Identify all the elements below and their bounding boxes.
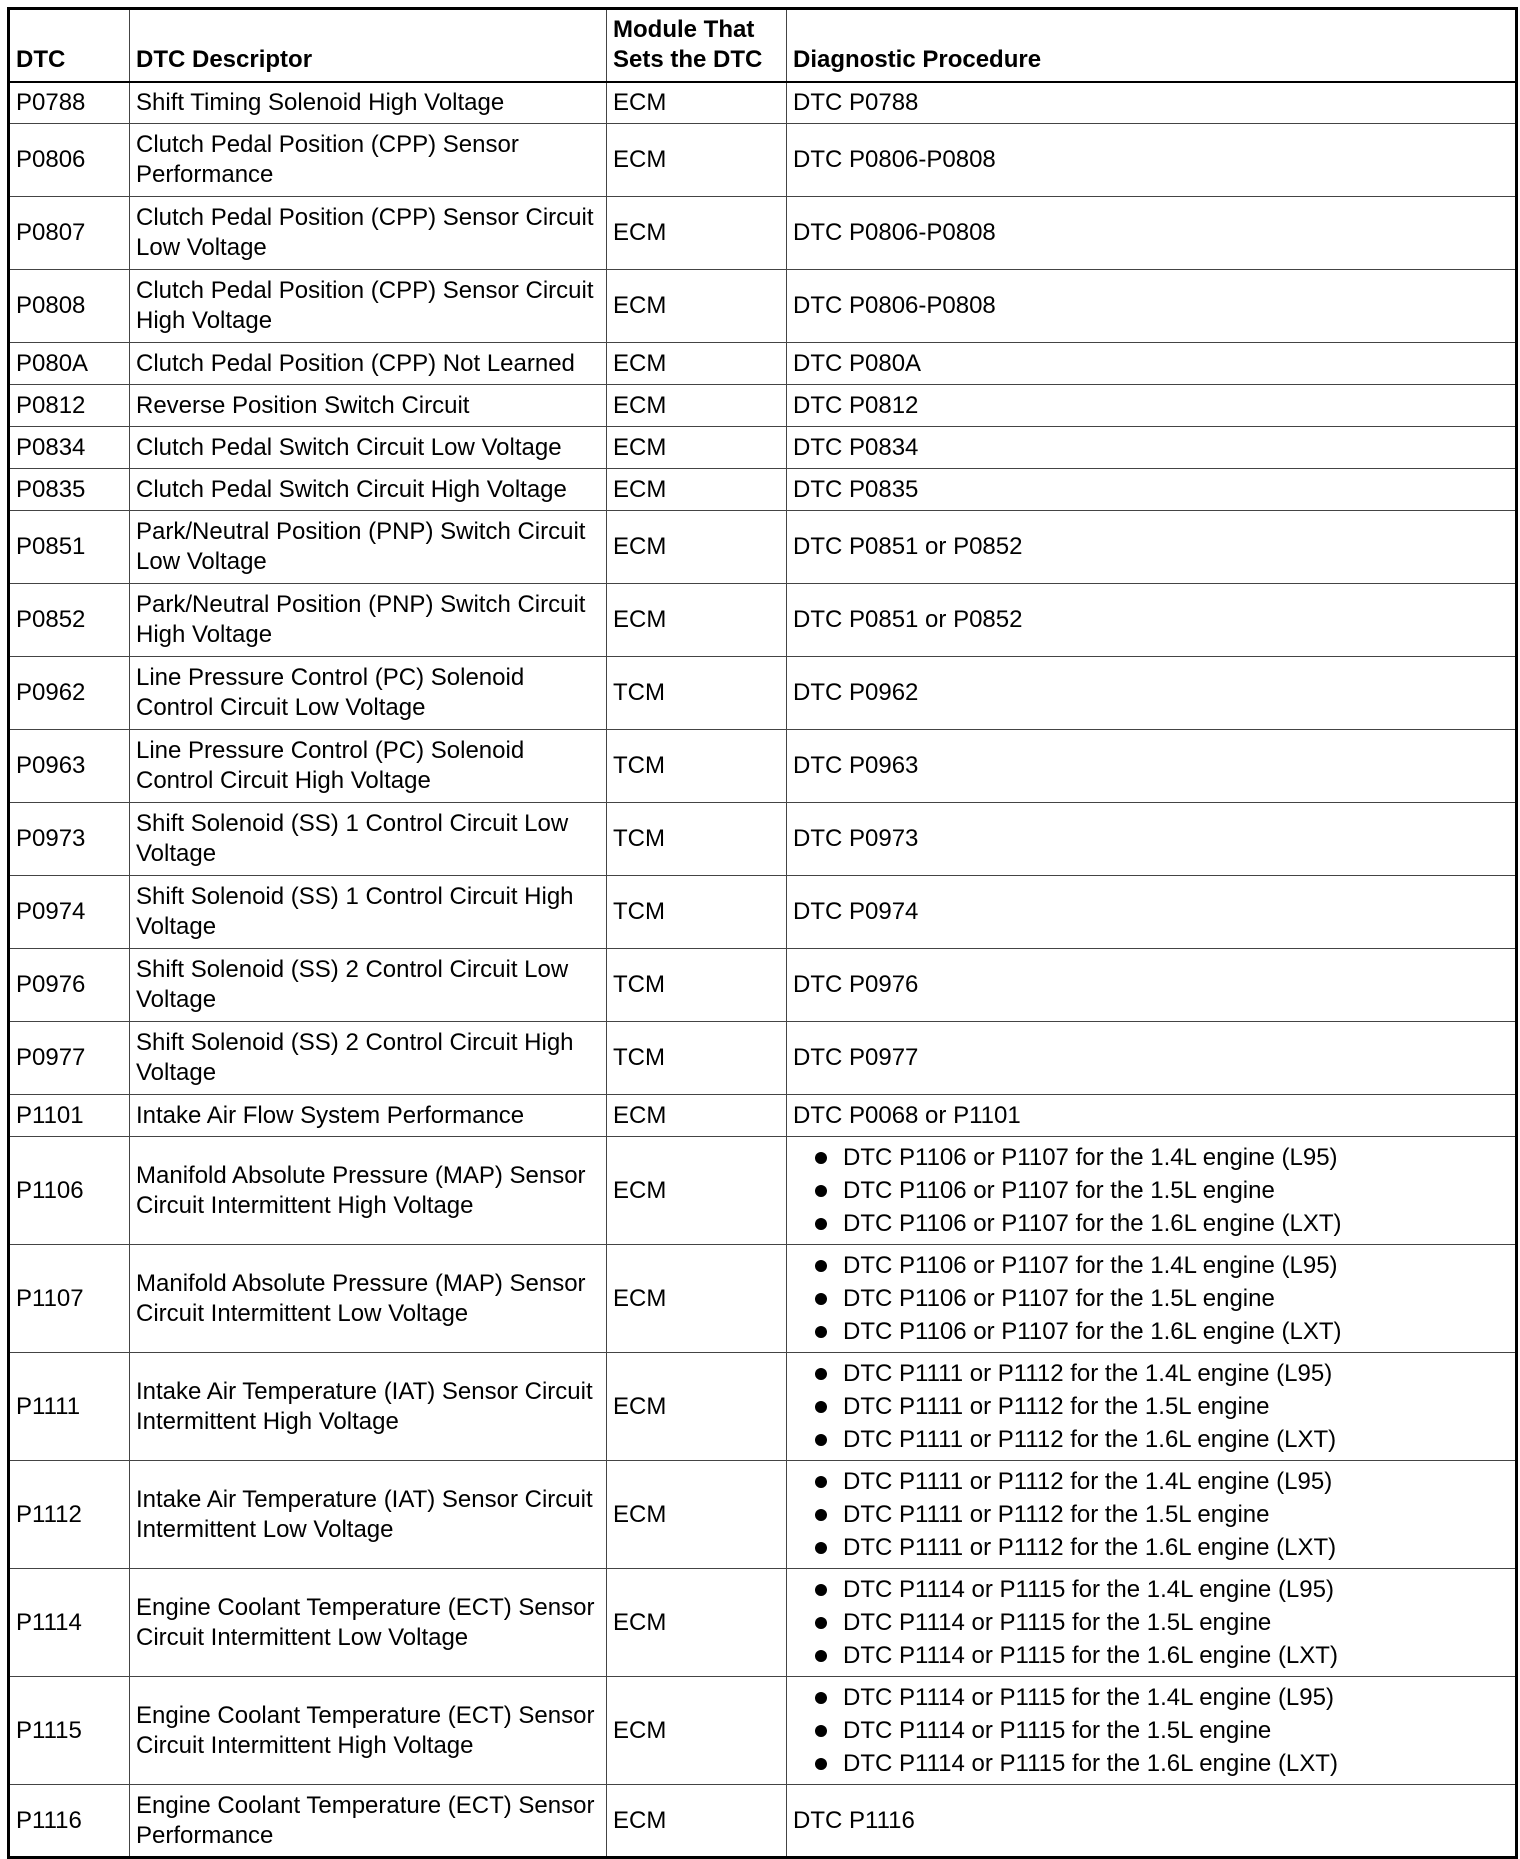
- cell-dtc-code: P1116: [9, 1785, 130, 1858]
- procedure-list-item: [793, 1423, 1509, 1456]
- cell-dtc-code: P0974: [9, 876, 130, 949]
- table-row: [9, 1677, 1517, 1785]
- cell-diagnostic-procedure: [787, 1569, 1517, 1677]
- cell-diagnostic-procedure: [787, 469, 1517, 511]
- cell-dtc-code: P1114: [9, 1569, 130, 1677]
- cell-dtc-descriptor: Intake Air Temperature (IAT) Sensor Circuit Intermittent High Voltage: [130, 1353, 607, 1461]
- table-row: [9, 82, 1517, 124]
- procedure-link-text[interactable]: DTC P1106 or P1107 for the 1.6L engine (LXT): [843, 1318, 1342, 1345]
- bullet-icon: [815, 1650, 827, 1662]
- cell-diagnostic-procedure: [787, 427, 1517, 469]
- procedure-bullet-list: [793, 1573, 1509, 1672]
- cell-dtc-descriptor: Intake Air Temperature (IAT) Sensor Circuit Intermittent Low Voltage: [130, 1461, 607, 1569]
- cell-dtc-code: P0834: [9, 427, 130, 469]
- procedure-link-text[interactable]: DTC P0962: [793, 679, 919, 706]
- procedure-list-item: [793, 1282, 1509, 1315]
- procedure-link-text[interactable]: DTC P0834: [793, 433, 919, 461]
- procedure-link-text[interactable]: DTC P1116: [793, 1806, 915, 1834]
- procedure-link-text[interactable]: DTC P0788: [793, 88, 919, 116]
- procedure-list-item: [793, 1747, 1509, 1780]
- cell-diagnostic-procedure: [787, 1095, 1517, 1137]
- bullet-icon: [815, 1434, 827, 1446]
- procedure-bullet-list: [793, 1357, 1509, 1456]
- cell-module: ECM: [607, 511, 787, 584]
- cell-dtc-descriptor: Clutch Pedal Switch Circuit Low Voltage: [130, 427, 607, 469]
- table-row: [9, 343, 1517, 385]
- cell-module: TCM: [607, 803, 787, 876]
- procedure-link-text[interactable]: DTC P0806-P0808: [793, 292, 996, 319]
- bullet-icon: [815, 1617, 827, 1629]
- cell-dtc-code: P0807: [9, 197, 130, 270]
- procedure-link-text[interactable]: DTC P1111 or P1112 for the 1.4L engine (L95): [843, 1360, 1333, 1387]
- procedure-link-text[interactable]: DTC P0812: [793, 391, 919, 419]
- table-row: [9, 876, 1517, 949]
- header-dtc: DTC: [9, 9, 130, 82]
- cell-module: ECM: [607, 1461, 787, 1569]
- procedure-list-item: [793, 1681, 1509, 1714]
- bullet-icon: [815, 1293, 827, 1305]
- cell-module: ECM: [607, 469, 787, 511]
- procedure-link-text[interactable]: DTC P1111 or P1112 for the 1.6L engine (LXT): [843, 1534, 1337, 1561]
- cell-diagnostic-procedure: [787, 511, 1517, 584]
- cell-diagnostic-procedure: [787, 1677, 1517, 1785]
- procedure-list-item: [793, 1714, 1509, 1747]
- procedure-link-text[interactable]: DTC P1111 or P1112 for the 1.6L engine (LXT): [843, 1426, 1337, 1453]
- procedure-link-text[interactable]: DTC P0963: [793, 752, 919, 779]
- cell-module: TCM: [607, 949, 787, 1022]
- cell-dtc-code: P1107: [9, 1245, 130, 1353]
- table-row: [9, 469, 1517, 511]
- cell-module: ECM: [607, 385, 787, 427]
- cell-module: ECM: [607, 584, 787, 657]
- cell-dtc-descriptor: Line Pressure Control (PC) Solenoid Control Circuit Low Voltage: [130, 657, 607, 730]
- procedure-link-text[interactable]: DTC P0974: [793, 898, 919, 925]
- procedure-bullet-list: [793, 1465, 1509, 1564]
- cell-dtc-descriptor: Clutch Pedal Position (CPP) Sensor Performance: [130, 124, 607, 197]
- cell-dtc-descriptor: Shift Solenoid (SS) 1 Control Circuit High Voltage: [130, 876, 607, 949]
- procedure-link-text[interactable]: DTC P0976: [793, 971, 919, 998]
- procedure-link-text[interactable]: DTC P0806-P0808: [793, 219, 996, 246]
- bullet-icon: [815, 1152, 827, 1164]
- cell-diagnostic-procedure: [787, 197, 1517, 270]
- cell-dtc-descriptor: Engine Coolant Temperature (ECT) Sensor Circuit Intermittent Low Voltage: [130, 1569, 607, 1677]
- cell-dtc-descriptor: Engine Coolant Temperature (ECT) Sensor Performance: [130, 1785, 607, 1858]
- procedure-list-item: [793, 1141, 1509, 1174]
- cell-module: TCM: [607, 1022, 787, 1095]
- procedure-link-text[interactable]: DTC P0851 or P0852: [793, 606, 1023, 633]
- cell-diagnostic-procedure: [787, 876, 1517, 949]
- procedure-link-text[interactable]: DTC P1114 or P1115 for the 1.6L engine (LXT): [843, 1642, 1338, 1669]
- cell-module: ECM: [607, 1353, 787, 1461]
- table-row: [9, 1095, 1517, 1137]
- cell-diagnostic-procedure: [787, 730, 1517, 803]
- header-diagnostic-procedure: Diagnostic Procedure: [787, 9, 1517, 82]
- procedure-bullet-list: [793, 1141, 1509, 1240]
- cell-module: ECM: [607, 1095, 787, 1137]
- cell-module: ECM: [607, 1569, 787, 1677]
- cell-dtc-descriptor: Shift Solenoid (SS) 2 Control Circuit High Voltage: [130, 1022, 607, 1095]
- bullet-icon: [815, 1692, 827, 1704]
- cell-dtc-descriptor: Line Pressure Control (PC) Solenoid Control Circuit High Voltage: [130, 730, 607, 803]
- cell-dtc-descriptor: Manifold Absolute Pressure (MAP) Sensor Circuit Intermittent High Voltage: [130, 1137, 607, 1245]
- cell-dtc-code: P1111: [9, 1353, 130, 1461]
- cell-dtc-descriptor: Clutch Pedal Position (CPP) Sensor Circuit Low Voltage: [130, 197, 607, 270]
- cell-dtc-descriptor: Park/Neutral Position (PNP) Switch Circuit High Voltage: [130, 584, 607, 657]
- cell-dtc-descriptor: Shift Solenoid (SS) 1 Control Circuit Low Voltage: [130, 803, 607, 876]
- table-row: [9, 1137, 1517, 1245]
- cell-diagnostic-procedure: [787, 124, 1517, 197]
- table-row: [9, 803, 1517, 876]
- cell-diagnostic-procedure: [787, 385, 1517, 427]
- cell-dtc-descriptor: Park/Neutral Position (PNP) Switch Circuit Low Voltage: [130, 511, 607, 584]
- table-row: [9, 949, 1517, 1022]
- cell-dtc-code: P0852: [9, 584, 130, 657]
- bullet-icon: [815, 1185, 827, 1197]
- cell-dtc-code: P0812: [9, 385, 130, 427]
- cell-dtc-descriptor: Engine Coolant Temperature (ECT) Sensor Circuit Intermittent High Voltage: [130, 1677, 607, 1785]
- procedure-link-text[interactable]: DTC P0977: [793, 1044, 919, 1071]
- table-row: [9, 584, 1517, 657]
- procedure-list-item: [793, 1357, 1509, 1390]
- header-module-label: Module That Sets the DTC: [613, 15, 763, 73]
- procedure-list-item: [793, 1498, 1509, 1531]
- table-row: [9, 511, 1517, 584]
- cell-dtc-code: P0962: [9, 657, 130, 730]
- procedure-link-text[interactable]: DTC P1106 or P1107 for the 1.4L engine (L95): [843, 1144, 1338, 1171]
- procedure-list-item: [793, 1639, 1509, 1672]
- procedure-link-text[interactable]: DTC P1106 or P1107 for the 1.5L engine: [843, 1285, 1275, 1312]
- table-body: [9, 82, 1517, 1858]
- cell-diagnostic-procedure: [787, 1022, 1517, 1095]
- table-row: [9, 385, 1517, 427]
- bullet-icon: [815, 1542, 827, 1554]
- header-dtc-descriptor: DTC Descriptor: [130, 9, 607, 82]
- cell-dtc-code: P0851: [9, 511, 130, 584]
- procedure-list-item: [793, 1573, 1509, 1606]
- procedure-list-item: [793, 1606, 1509, 1639]
- cell-module: TCM: [607, 876, 787, 949]
- cell-dtc-descriptor: Intake Air Flow System Performance: [130, 1095, 607, 1137]
- table-row: [9, 657, 1517, 730]
- procedure-link-text[interactable]: DTC P1106 or P1107 for the 1.6L engine (LXT): [843, 1210, 1342, 1237]
- cell-dtc-code: P0963: [9, 730, 130, 803]
- table-row: [9, 730, 1517, 803]
- procedure-link-text[interactable]: DTC P1114 or P1115 for the 1.5L engine: [843, 1717, 1272, 1744]
- cell-dtc-code: P080A: [9, 343, 130, 385]
- bullet-icon: [815, 1509, 827, 1521]
- procedure-list-item: [793, 1207, 1509, 1240]
- cell-diagnostic-procedure: [787, 343, 1517, 385]
- cell-module: ECM: [607, 343, 787, 385]
- procedure-link-text[interactable]: DTC P0835: [793, 475, 919, 503]
- procedure-link-text[interactable]: DTC P1106 or P1107 for the 1.5L engine: [843, 1177, 1275, 1204]
- cell-dtc-code: P0808: [9, 270, 130, 343]
- cell-module: ECM: [607, 1245, 787, 1353]
- table-row: [9, 124, 1517, 197]
- procedure-list-item: [793, 1249, 1509, 1282]
- bullet-icon: [815, 1758, 827, 1770]
- cell-diagnostic-procedure: [787, 584, 1517, 657]
- bullet-icon: [815, 1725, 827, 1737]
- table-row: [9, 1022, 1517, 1095]
- cell-dtc-descriptor: Clutch Pedal Position (CPP) Sensor Circuit High Voltage: [130, 270, 607, 343]
- cell-dtc-code: P1115: [9, 1677, 130, 1785]
- cell-module: ECM: [607, 427, 787, 469]
- cell-diagnostic-procedure: [787, 1245, 1517, 1353]
- cell-dtc-descriptor: Shift Solenoid (SS) 2 Control Circuit Low Voltage: [130, 949, 607, 1022]
- table-row: [9, 1569, 1517, 1677]
- cell-module: ECM: [607, 1677, 787, 1785]
- cell-dtc-code: P1101: [9, 1095, 130, 1137]
- table-header-row: [9, 9, 1517, 82]
- cell-module: ECM: [607, 197, 787, 270]
- cell-dtc-descriptor: Reverse Position Switch Circuit: [130, 385, 607, 427]
- procedure-link-text[interactable]: DTC P0973: [793, 825, 919, 852]
- cell-dtc-code: P0806: [9, 124, 130, 197]
- bullet-icon: [815, 1218, 827, 1230]
- procedure-list-item: [793, 1531, 1509, 1564]
- procedure-bullet-list: [793, 1249, 1509, 1348]
- table-row: [9, 1353, 1517, 1461]
- table-row: [9, 1245, 1517, 1353]
- procedure-link-text[interactable]: DTC P1114 or P1115 for the 1.4L engine (L95): [843, 1576, 1334, 1603]
- procedure-link-text[interactable]: DTC P0068 or P1101: [793, 1101, 1021, 1129]
- cell-diagnostic-procedure: [787, 657, 1517, 730]
- procedure-link-text[interactable]: DTC P0851 or P0852: [793, 533, 1023, 560]
- cell-module: ECM: [607, 270, 787, 343]
- cell-dtc-code: P1106: [9, 1137, 130, 1245]
- bullet-icon: [815, 1260, 827, 1272]
- procedure-link-text[interactable]: DTC P1114 or P1115 for the 1.4L engine (L95): [843, 1684, 1334, 1711]
- cell-module: ECM: [607, 82, 787, 124]
- procedure-list-item: [793, 1390, 1509, 1423]
- cell-diagnostic-procedure: [787, 1785, 1517, 1858]
- procedure-link-text[interactable]: DTC P1111 or P1112 for the 1.5L engine: [843, 1393, 1270, 1420]
- cell-dtc-code: P1112: [9, 1461, 130, 1569]
- bullet-icon: [815, 1476, 827, 1488]
- procedure-list-item: [793, 1174, 1509, 1207]
- procedure-link-text[interactable]: DTC P080A: [793, 349, 922, 377]
- procedure-bullet-list: [793, 1681, 1509, 1780]
- cell-dtc-descriptor: Manifold Absolute Pressure (MAP) Sensor Circuit Intermittent Low Voltage: [130, 1245, 607, 1353]
- procedure-link-text[interactable]: DTC P1111 or P1112 for the 1.5L engine: [843, 1501, 1270, 1528]
- procedure-link-text[interactable]: DTC P0806-P0808: [793, 146, 996, 173]
- cell-dtc-code: P0835: [9, 469, 130, 511]
- cell-dtc-descriptor: Clutch Pedal Switch Circuit High Voltage: [130, 469, 607, 511]
- header-module: [607, 9, 787, 82]
- cell-diagnostic-procedure: [787, 1461, 1517, 1569]
- bullet-icon: [815, 1326, 827, 1338]
- procedure-link-text[interactable]: DTC P1114 or P1115 for the 1.6L engine (LXT): [843, 1750, 1338, 1777]
- procedure-link-text[interactable]: DTC P1111 or P1112 for the 1.4L engine (L95): [843, 1468, 1333, 1495]
- bullet-icon: [815, 1584, 827, 1596]
- cell-module: ECM: [607, 1137, 787, 1245]
- table-row: [9, 427, 1517, 469]
- procedure-link-text[interactable]: DTC P1114 or P1115 for the 1.5L engine: [843, 1609, 1272, 1636]
- cell-dtc-code: P0977: [9, 1022, 130, 1095]
- cell-module: ECM: [607, 1785, 787, 1858]
- table-row: [9, 1461, 1517, 1569]
- table-row: [9, 270, 1517, 343]
- bullet-icon: [815, 1401, 827, 1413]
- cell-module: TCM: [607, 657, 787, 730]
- dtc-table: [7, 7, 1518, 1859]
- bullet-icon: [815, 1368, 827, 1380]
- cell-dtc-code: P0976: [9, 949, 130, 1022]
- cell-dtc-code: P0788: [9, 82, 130, 124]
- cell-dtc-descriptor: Clutch Pedal Position (CPP) Not Learned: [130, 343, 607, 385]
- cell-diagnostic-procedure: [787, 270, 1517, 343]
- cell-diagnostic-procedure: [787, 1137, 1517, 1245]
- cell-diagnostic-procedure: [787, 82, 1517, 124]
- cell-dtc-code: P0973: [9, 803, 130, 876]
- cell-dtc-descriptor: Shift Timing Solenoid High Voltage: [130, 82, 607, 124]
- cell-diagnostic-procedure: [787, 949, 1517, 1022]
- table-row: [9, 197, 1517, 270]
- cell-module: ECM: [607, 124, 787, 197]
- cell-module: TCM: [607, 730, 787, 803]
- procedure-list-item: [793, 1315, 1509, 1348]
- table-row: [9, 1785, 1517, 1858]
- procedure-list-item: [793, 1465, 1509, 1498]
- cell-diagnostic-procedure: [787, 1353, 1517, 1461]
- procedure-link-text[interactable]: DTC P1106 or P1107 for the 1.4L engine (L95): [843, 1252, 1338, 1279]
- cell-diagnostic-procedure: [787, 803, 1517, 876]
